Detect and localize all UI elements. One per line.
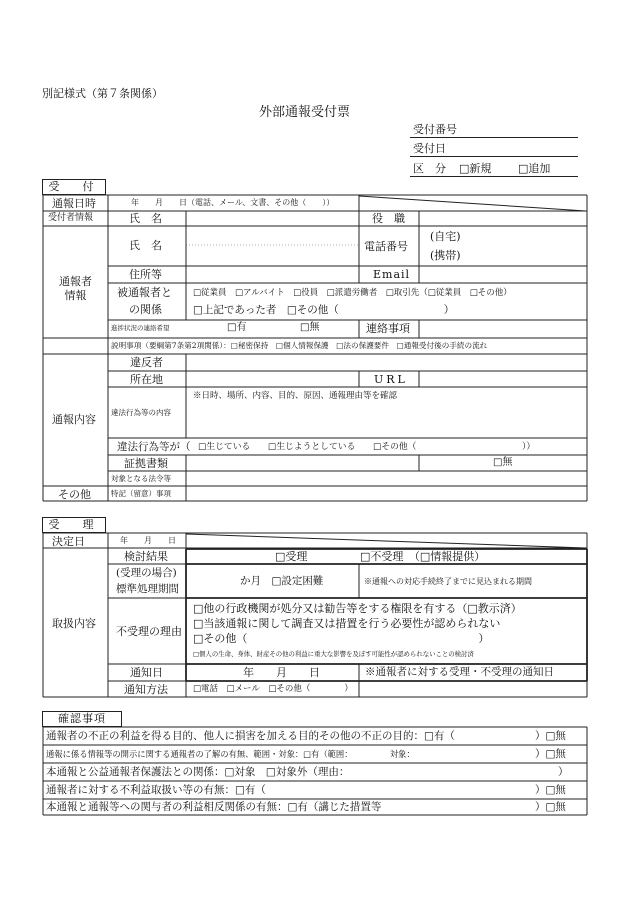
notice-method-label: 通知方法: [124, 683, 168, 696]
relation-options-1[interactable]: □従業員 □アルバイト □役員 □派遣労働者 □取引先（□従業員 □その他）: [193, 288, 512, 298]
relation-label-1: 被通報者と: [117, 286, 172, 299]
violator-label: 違反者: [130, 356, 163, 369]
receipt-number-label: 受付番号: [413, 123, 457, 136]
confirm-row-3-tail[interactable]: ）: [558, 766, 569, 778]
email-label: Email: [373, 268, 411, 281]
receiver-name-label: 氏 名: [129, 212, 162, 225]
illegal-status-label: 違法行為等が（: [117, 441, 191, 453]
period-value[interactable]: か月 □設定困難: [240, 575, 324, 587]
period-label-2: 標準処理期間: [116, 583, 179, 595]
relation-options-2[interactable]: □上記であった者 □その他（ ）: [193, 304, 455, 316]
target-laws-label: 対象となる法令等: [111, 474, 171, 483]
evidence-none-checkbox[interactable]: □無: [493, 457, 513, 468]
illegal-content-label: 違法行為等の内容: [111, 408, 171, 417]
notice-method-options[interactable]: □電話 □メール □その他（ ）: [193, 684, 353, 694]
period-label-1: (受理の場合): [116, 567, 177, 579]
reject-reason-1[interactable]: □他の行政機関が処分又は勧告等をする権限を有する（□教示済）: [193, 602, 522, 615]
confirm-row-5[interactable]: 本通報と通報等への関与者の利益相反関係の有無：□有（講じた措置等: [46, 801, 382, 813]
reject-reason-4[interactable]: □個人の生命、身体、財産その他の利益に重大な影響を及ぼす可能性が認められないことの検討済: [193, 650, 474, 658]
other-label: その他: [58, 488, 91, 501]
special-notes-label: 特記（留意）事項: [111, 489, 171, 498]
reject-reason-2[interactable]: □当該通報に関して調査又は措置を行う必要性が認められない: [193, 617, 501, 630]
illegal-content-note: ※日時、場所、内容、目的、原因、通報理由等を確認: [193, 391, 398, 401]
reporter-name-label: 氏 名: [129, 239, 162, 252]
receiver-position-label: 役 職: [372, 212, 405, 225]
review-result-label: 検討結果: [124, 550, 168, 563]
confirm-row-2[interactable]: 通報に係る情報等の開示に関する通報者の了解の有無、範囲・対象：□有（範囲： 対象：: [46, 749, 415, 759]
confirm-row-1[interactable]: 通報者の不正の利益を得る目的、他人に損害を加える目的その他の不正の目的：□有（: [46, 730, 455, 742]
confirm-row-3[interactable]: 本通報と公益通報者保護法との関係：□対象 □対象外（理由：: [46, 766, 350, 778]
receipt-date-label: 受付日: [413, 142, 446, 155]
confirm-section-header: 確認事項: [42, 711, 122, 727]
progress-yes-checkbox[interactable]: □有: [227, 322, 247, 333]
phone-mobile-label: (携帯): [430, 249, 461, 262]
notice-date-value[interactable]: 年 月 日: [243, 666, 320, 679]
period-note: ※通報への対応手続終了までに見込まれる期間: [364, 577, 532, 586]
receipt-category-label: 区 分: [413, 162, 446, 175]
receiver-info-label: 受付者情報: [48, 213, 94, 223]
form-label: 別記様式（第７条関係）: [42, 87, 163, 100]
phone-label: 電話番号: [364, 240, 408, 253]
report-datetime-label: 通報日時: [52, 197, 96, 210]
notice-date-label: 通知日: [130, 666, 163, 679]
decision-date-label: 決定日: [52, 535, 85, 548]
report-datetime-value[interactable]: 年 月 日（電話、メール、文書、その他（ ））: [131, 198, 335, 207]
evidence-label: 証拠書類: [124, 457, 168, 470]
progress-contact-label: 進捗状況の連絡希望: [111, 324, 170, 332]
relation-label-2: の関係: [129, 303, 162, 316]
form-title: 外部通報受付票: [259, 105, 351, 120]
content-label: 通報内容: [52, 413, 96, 426]
address-label: 住所等: [129, 268, 162, 281]
decision-date-value[interactable]: 年 月 日: [120, 536, 176, 545]
url-label: URL: [374, 373, 408, 386]
confirm-row-4[interactable]: 通報者に対する不利益取扱い等の有無：□有（: [46, 784, 266, 796]
category-add-checkbox[interactable]: □追加: [518, 162, 551, 175]
confirm-row-2-tail[interactable]: ）□無: [535, 748, 566, 760]
rejected-checkbox[interactable]: □不受理 （□情報提供）: [360, 550, 486, 563]
location-label: 所在地: [130, 373, 163, 386]
reject-reason-3[interactable]: □その他（ ）: [193, 632, 490, 645]
confirm-row-1-tail[interactable]: ）□無: [535, 730, 566, 742]
reject-reason-label: 不受理の理由: [116, 625, 182, 638]
illegal-status-options[interactable]: □生じている □生じようとしている □その他（ ））: [198, 442, 536, 452]
handling-content-label: 取扱内容: [52, 617, 96, 630]
confirm-row-4-tail[interactable]: ）□無: [535, 784, 566, 796]
notice-date-note: ※通報者に対する受理・不受理の通知日: [365, 666, 554, 678]
progress-no-checkbox[interactable]: □無: [300, 322, 320, 333]
reporter-info-label: 通報者 情報: [59, 275, 92, 302]
confirm-row-5-tail[interactable]: ）□無: [535, 801, 566, 813]
reception-section-header: 受 付: [42, 179, 106, 195]
accepted-checkbox[interactable]: □受理: [275, 550, 308, 563]
category-new-checkbox[interactable]: □新規: [459, 162, 492, 175]
explanation-items[interactable]: 説明事項（要綱第7条第2項関係）：□秘密保持 □個人情報保護 □法の保護要件 □通報受付後の手続の流れ: [111, 341, 488, 350]
phone-home-label: (自宅): [430, 230, 461, 243]
contact-items-label: 連絡事項: [366, 322, 410, 335]
handling-section-header: 受 理: [42, 517, 106, 533]
